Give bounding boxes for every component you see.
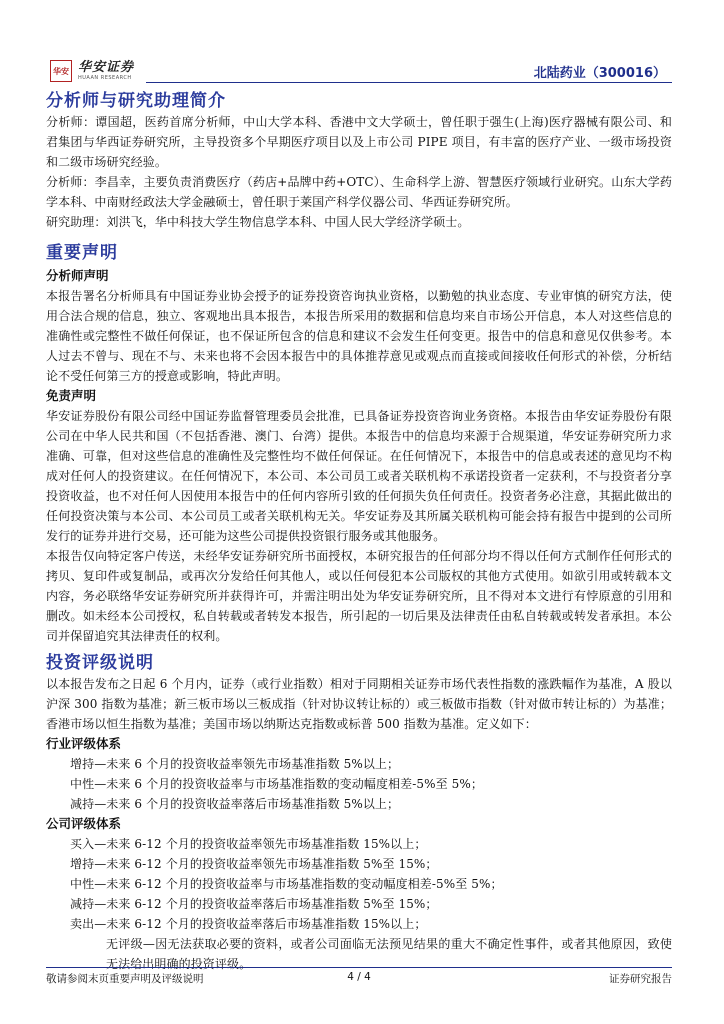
company-rating-sell: 卖出—未来 6-12 个月的投资收益率落后市场基准指数 15%以上； — [70, 917, 427, 931]
company-rating-neutral: 中性—未来 6-12 个月的投资收益率与市场基准指数的变动幅度相差-5%至 5%； — [70, 877, 503, 891]
company-ticker: 北陆药业（300016） — [533, 66, 666, 81]
footer-divider — [46, 967, 672, 968]
analyst-bio-2: 分析师：李昌幸，主要负责消费医疗（药店+品牌中药+OTC）、生命科学上游、智慧医疗领域行业研究。山东大学药学本科、中南财经政法大学金融硕士，曾任职于莱国产科学仪器公司、华西证券研究所。 — [46, 175, 672, 209]
analyst-statement-title: 分析师声明 — [46, 268, 109, 283]
section-analyst-title: 分析师与研究助理简介 — [46, 91, 226, 111]
footer-note: 敬请参阅末页重要声明及评级说明 — [46, 973, 204, 985]
industry-rating-underweight: 减持—未来 6 个月的投资收益率落后市场基准指数 5%以上； — [70, 797, 400, 811]
page-footer — [46, 971, 672, 987]
analyst-statement-text: 本报告署名分析师具有中国证券业协会授予的证券投资咨询执业资格，以勤勉的执业态度、专业审慎的研究方法，使用合法合规的信息，独立、客观地出具本报告，本报告所采用的数据和信息均来自市场公开信息，本人对这些信息的准确性或完整性不做任何保证，也不保证所包含的信息和建议不会发生任何变更。报告中的信息和意见仅供参考。本人过去不曾与、现在不与、未来也将不会因本报告中的具体推荐意见或观点而直接或间接收任何形式的补偿，分析结论不受任何第三方的授意或影响，特此声明。 — [46, 289, 672, 383]
company-rating-none: 无评级—因无法获取必要的资料，或者公司面临无法预见结果的重大不确定性事件，或者其他原因，致使无法给出明确的投资评级。 — [106, 937, 672, 971]
company-rating-title: 公司评级体系 — [46, 816, 122, 831]
section-rating-title: 投资评级说明 — [46, 653, 154, 673]
page-header — [48, 58, 672, 88]
report-content — [46, 90, 672, 974]
logo-chinese-name: 华安证券 — [78, 59, 135, 75]
industry-rating-neutral: 中性—未来 6 个月的投资收益率与市场基准指数的变动幅度相差-5%至 5%； — [70, 777, 484, 791]
logo-english-name: HUAAN RESEARCH — [78, 74, 132, 81]
assistant-bio: 研究助理：刘洪飞，华中科技大学生物信息学本科、中国人民大学经济学硕士。 — [46, 215, 470, 229]
disclaimer-title: 免责声明 — [46, 388, 97, 403]
logo-seal-icon: 华安 — [50, 60, 72, 82]
company-rating-underweight: 减持—未来 6-12 个月的投资收益率落后市场基准指数 5%至 15%； — [70, 897, 438, 911]
page-number: 4 / 4 — [347, 971, 371, 983]
rating-intro: 以本报告发布之日起 6 个月内，证券（或行业指数）相对于同期相关证券市场代表性指数的涨跌幅作为基准，A 股以沪深 300 指数为基准；新三板市场以三板成指（针对协议转让标的）或三板做市指数（针对做市转让标的）为基准；香港市场以恒生指数为基准；美国市场以纳斯达克指数或标普 500 指数为基准。定义如下： — [46, 677, 672, 731]
footer-report-type: 证券研究报告 — [609, 973, 672, 985]
analyst-bio-1: 分析师：谭国超，医药首席分析师，中山大学本科、香港中文大学硕士，曾任职于强生(上海)医疗器械有限公司、和君集团与华西证券研究所，主导投资多个早期医疗项目以及上市公司 PIPE 项目，有丰富的医疗产业、一级市场投资和二级市场研究经验。 — [46, 115, 672, 169]
company-rating-buy: 买入—未来 6-12 个月的投资收益率领先市场基准指数 15%以上； — [70, 837, 427, 851]
header-divider — [146, 82, 672, 83]
disclaimer-text-1: 华安证券股份有限公司经中国证券监督管理委员会批准，已具备证券投资咨询业务资格。本报告由华安证券股份有限公司在中华人民共和国（不包括香港、澳门、台湾）提供。本报告中的信息均来源于合规渠道，华安证券研究所力求准确、可靠，但对这些信息的准确性及完整性均不做任何保证。在任何情况下，本报告中的信息或表述的意见均不构成对任何人的投资建议。在任何情况下，本公司、本公司员工或者关联机构不承诺投资者一定获利，不与投资者分享投资收益，也不对任何人因使用本报告中的任何内容所引致的任何损失负任何责任。投资者务必注意，其据此做出的任何投资决策与本公司、本公司员工或者关联机构无关。华安证券及其所属关联机构可能会持有报告中提到的公司所发行的证券并进行交易，还可能为这些公司提供投资银行服务或其他服务。 — [46, 409, 672, 543]
industry-rating-overweight: 增持—未来 6 个月的投资收益率领先市场基准指数 5%以上； — [70, 757, 400, 771]
section-disclaimer-title: 重要声明 — [46, 243, 118, 263]
company-logo — [50, 60, 134, 82]
company-rating-overweight: 增持—未来 6-12 个月的投资收益率领先市场基准指数 5%至 15%； — [70, 857, 438, 871]
industry-rating-title: 行业评级体系 — [46, 736, 122, 751]
disclaimer-text-2: 本报告仅向特定客户传送，未经华安证券研究所书面授权，本研究报告的任何部分均不得以任何方式制作任何形式的拷贝、复印件或复制品，或再次分发给任何其他人，或以任何侵犯本公司版权的其他方式使用。如欲引用或转载本文内容，务必联络华安证券研究所并获得许可，并需注明出处为华安证券研究所，且不得对本文进行有悖原意的引用和删改。如未经本公司授权，私自转载或者转发本报告，所引起的一切后果及法律责任由私自转载或转发者承担。本公司并保留追究其法律责任的权利。 — [46, 549, 672, 643]
